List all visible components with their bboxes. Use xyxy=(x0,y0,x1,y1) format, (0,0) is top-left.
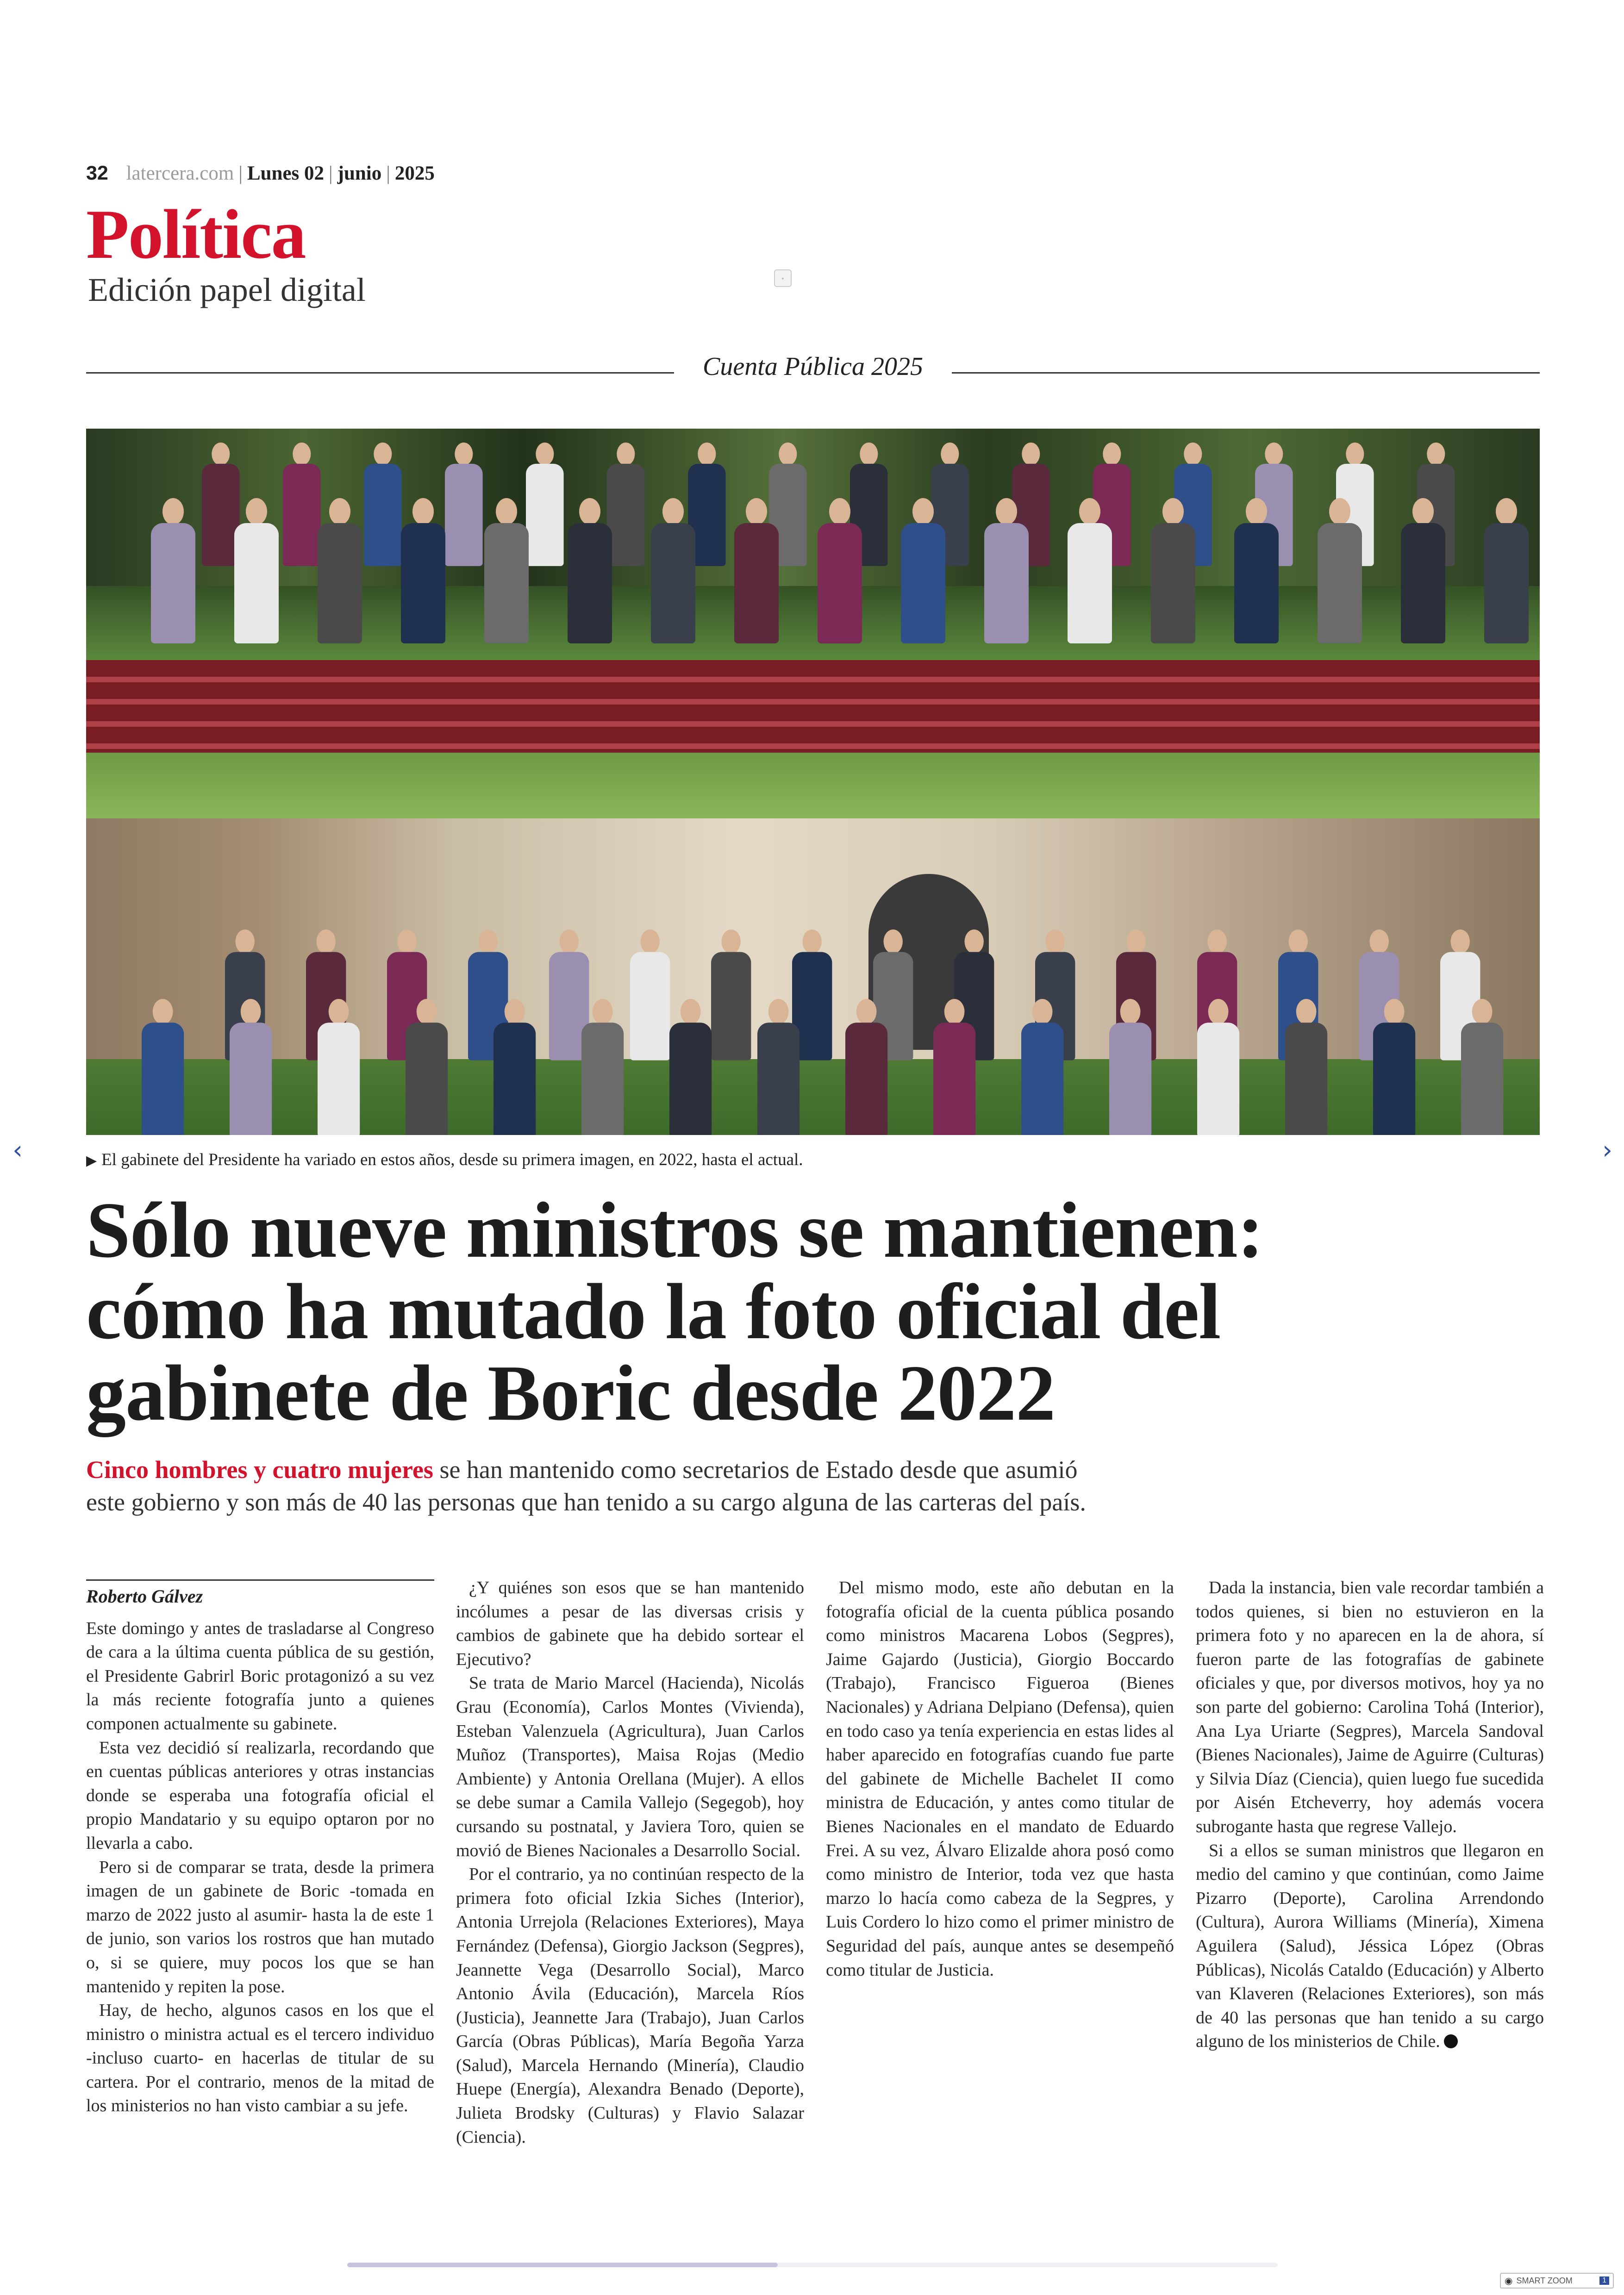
article-paragraph: Pero si de comparar se trata, desde la primera imagen de un gabinete de Boric -tomada en marzo de 2022 justo al asumir- hasta la de este 1 de junio, son varios los rostros que han mutado o, si se quiere, muy pocos los que se han mantenido y repiten la pose. xyxy=(86,1857,434,1996)
person-silhouette xyxy=(607,443,645,566)
person-silhouette xyxy=(651,498,695,643)
person-silhouette xyxy=(493,999,536,1135)
article-column-2 xyxy=(456,1576,804,2149)
person-silhouette xyxy=(757,999,800,1135)
person-silhouette xyxy=(1318,498,1362,643)
person-silhouette xyxy=(734,498,779,643)
person-silhouette xyxy=(818,498,862,643)
headline xyxy=(86,1186,1540,1437)
headline-line: cómo ha mutado la foto oficial del xyxy=(86,1268,1221,1356)
person-silhouette xyxy=(581,999,624,1135)
article-column-4 xyxy=(1196,1576,1544,2054)
person-silhouette xyxy=(1197,999,1239,1135)
article-paragraph: ¿Y quiénes son esos que se han mantenido incólumes a pesar de las diversas crisis y cambios de gabinete que ha debido sortear el Ejecutivo? xyxy=(456,1578,804,1669)
headline-line: Sólo nueve ministros se mantienen: xyxy=(86,1186,1263,1274)
person-silhouette xyxy=(630,929,670,1060)
person-silhouette xyxy=(151,498,195,643)
person-silhouette xyxy=(669,999,712,1135)
person-silhouette xyxy=(142,999,184,1135)
article-paragraph: Se trata de Mario Marcel (Hacienda), Nicolás Grau (Economía), Carlos Montes (Vivienda), Esteban Valenzuela (Agricultura), Juan Carlos Muñoz (Transportes), Maisa Rojas (Medio Ambiente) y Antonia Orellana (Mujer). A ellos se debe sumar a Camila Vallejo (Segegob), hoy cursando su postnatal, y Javiera Toro, quien se movió de Bienes Nacionales a Desarrollo Social. xyxy=(456,1673,804,1860)
person-silhouette xyxy=(526,443,564,566)
person-silhouette xyxy=(484,498,529,643)
page-header: 32 latercera.com | Lunes 02 | junio | 2025 xyxy=(86,162,435,184)
person-silhouette xyxy=(984,498,1029,643)
headline-line: gabinete de Boric desde 2022 xyxy=(86,1349,1056,1437)
scrollbar-thumb[interactable] xyxy=(347,2263,778,2267)
rubric: Cuenta Pública 2025 xyxy=(703,352,923,381)
person-silhouette xyxy=(364,443,402,566)
deck-text: se han mantenido como secretarios de Estado desde que asumió xyxy=(433,1456,1078,1484)
rubric-rule-right xyxy=(952,372,1540,374)
author-byline: Roberto Gálvez xyxy=(86,1579,434,1609)
scrollbar[interactable] xyxy=(347,2263,1278,2267)
cabinet-photo-2022 xyxy=(86,429,1540,818)
chevron-left-icon[interactable]: ‹ xyxy=(12,1135,23,1165)
page-count-badge: 1 xyxy=(1599,2276,1609,2285)
article-paragraph: Dada la instancia, bien vale recordar también a todos quienes, si bien no estuvieron en la primera foto y no aparecen en la de ahora, sí fueron parte de las fotografías de gabinete oficiales y que, por diversos motivos, hoy ya no son parte del gobierno: Carolina Tohá (Interior), Ana Lya Uriarte (Segpres), Marcela Sandoval (Bienes Nacionales), Jaime de Aguirre (Culturas) y Silvia Díaz (Ciencia), quien luego fue sucedida por Aisén Etcheverry, hoy además vocera subrogante hasta que regrese Vallejo. xyxy=(1196,1578,1544,1836)
person-silhouette xyxy=(1068,498,1112,643)
header-year: 2025 xyxy=(394,162,435,184)
person-silhouette xyxy=(1151,498,1195,643)
eye-icon: ◉ xyxy=(1505,2276,1513,2286)
cabinet-photo-2025 xyxy=(86,818,1540,1135)
article-paragraph: Hay, de hecho, algunos casos en los que el ministro o ministra actual es el tercero individuo -incluso cuarto- en hacerlas de titular de su cartera. Por el contrario, menos de la mitad de los ministerios no han visto cambiar a su jefe. xyxy=(86,2001,434,2116)
photo-caption: ▶ El gabinete del Presidente ha variado en estos años, desde su primera imagen, en 2022, hasta el actual. xyxy=(86,1150,803,1169)
page-marker-icon[interactable]: ▪ xyxy=(774,269,792,287)
article-column-3 xyxy=(826,1576,1174,1982)
article-column-1 xyxy=(86,1579,434,2118)
article-paragraph: Del mismo modo, este año debutan en la fotografía oficial de la cuenta pública posando como ministros Macarena Lobos (Segpres), Jaime Gajardo (Justicia), Giorgio Boccardo (Trabajo), Francisco Figueroa (Bienes Nacionales) y Adriana Delpiano (Defensa), quien en todo caso ya tenía experiencia en estas lides al haber aparecido en fotografías cuando fue parte del gabinete de Michelle Bachelet II como ministra de Educación, y antes como titular de Bienes Nacionales en el mandato de Eduardo Frei. A su vez, Álvaro Elizalde ahora posó como como ministro de Interior, toda vez que hasta marzo lo hacía como cabeza de la Segpres, y Luis Cordero lo hizo como el primer ministro de Seguridad del país, aunque antes se desempeñó como titular de Justicia. xyxy=(826,1578,1174,1980)
person-silhouette xyxy=(318,999,360,1135)
smart-zoom-label: SMART ZOOM xyxy=(1516,2276,1573,2285)
article-paragraph: Este domingo y antes de trasladarse al Congreso de cara a la última cuenta pública de su gestión, el Presidente Gabrirl Boric protagonizó a su vez la más reciente fotografía junto a quienes componen actualmente su gabinete. xyxy=(86,1618,434,1734)
person-silhouette xyxy=(1461,999,1503,1135)
article-paragraph: Si a ellos se suman ministros que llegaron en medio del camino y que continúan, como Jaime Pizarro (Deporte), Carolina Arrendondo (Cultura), Aurora Williams (Minería), Ximena Aguilera (Salud), Jéssica López (Obras Públicas), Nicolás Cataldo (Educación) y Alberto van Klaveren (Relaciones Exteriores), son más de 40 las personas que han tenido a su cargo alguno de los ministerios de Chile. xyxy=(1196,1840,1544,2052)
person-silhouette xyxy=(901,498,945,643)
person-silhouette xyxy=(406,999,448,1135)
person-silhouette xyxy=(711,929,751,1060)
person-silhouette xyxy=(845,999,887,1135)
smart-zoom-button[interactable] xyxy=(1500,2273,1614,2289)
person-silhouette xyxy=(401,498,445,643)
person-silhouette xyxy=(318,498,362,643)
article-paragraph: Esta vez decidió sí realizarla, recordando que en cuentas públicas anteriores y otras instancias donde se esperaba una fotografía oficial el propio Mandatario y su equipo optaron por no llevarla a cabo. xyxy=(86,1738,434,1853)
header-day: Lunes 02 xyxy=(247,162,325,184)
person-silhouette xyxy=(283,443,321,566)
person-silhouette xyxy=(568,498,612,643)
article-paragraph: Por el contrario, ya no continúan respecto de la primera foto oficial Izkia Siches (Interior), Antonia Urrejola (Relaciones Exteriores), Maya Fernández (Defensa), Giorgio Jackson (Segpres), Jeannette Vega (Desarrollo Social), Marco Antonio Ávila (Educación), Marcela Ríos (Justicia), Jeannette Jara (Trabajo), Juan Carlos García (Obras Públicas), María Begoña Yarza (Salud), Marcela Hernando (Minería), Claudio Huepe (Energía), Alexandra Benado (Deporte), Julieta Brodsky (Culturas) y Flavio Salazar (Ciencia). xyxy=(456,1865,804,2147)
person-silhouette xyxy=(1401,498,1445,643)
person-silhouette xyxy=(1234,498,1279,643)
end-mark-icon xyxy=(1444,2034,1458,2048)
person-silhouette xyxy=(1021,999,1063,1135)
person-silhouette xyxy=(230,999,272,1135)
person-silhouette xyxy=(1285,999,1327,1135)
person-silhouette xyxy=(445,443,483,566)
person-silhouette xyxy=(1373,999,1415,1135)
edition-label: Edición papel digital xyxy=(88,271,366,308)
person-silhouette xyxy=(1109,999,1151,1135)
header-month: junio xyxy=(337,162,382,184)
person-silhouette xyxy=(234,498,279,643)
caption-triangle-icon: ▶ xyxy=(86,1153,97,1168)
deck-text: este gobierno y son más de 40 las personas que han tenido a su cargo alguna de las carteras del país. xyxy=(86,1488,1086,1516)
chevron-right-icon[interactable]: › xyxy=(1602,1135,1612,1165)
rubric-row xyxy=(86,352,1540,384)
person-silhouette xyxy=(1484,498,1529,643)
section-title: Política xyxy=(86,195,306,273)
person-silhouette xyxy=(933,999,975,1135)
page-number: 32 xyxy=(86,162,108,184)
deck xyxy=(86,1453,1540,1518)
site-name: latercera.com xyxy=(126,162,234,184)
deck-lead: Cinco hombres y cuatro mujeres xyxy=(86,1456,433,1484)
